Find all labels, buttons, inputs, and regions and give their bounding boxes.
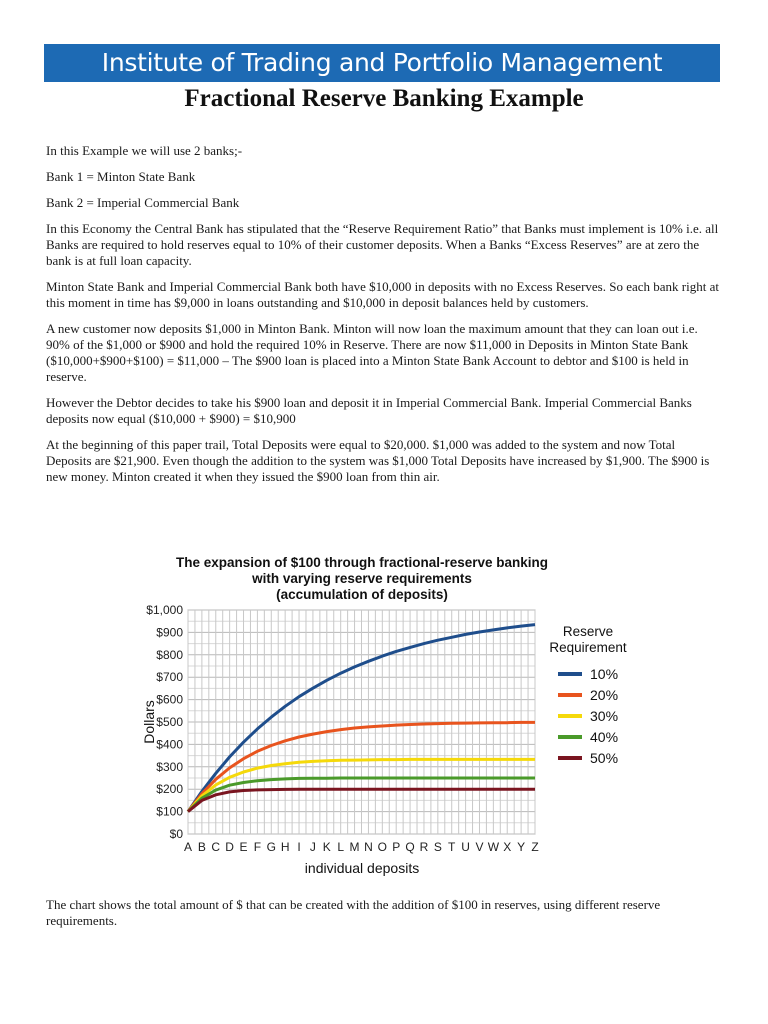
x-tick-label: Y xyxy=(517,840,526,854)
legend-title-line: Reserve xyxy=(562,624,614,639)
body-text xyxy=(46,143,722,495)
legend-label: 10% xyxy=(590,666,619,682)
x-tick-label: Q xyxy=(405,840,415,854)
deposit-expansion-chart xyxy=(130,550,650,890)
legend-title-line: Requirement xyxy=(549,640,627,655)
paragraph-debtor: However the Debtor decides to take his $900 loan and deposit it in Imperial Commercial Bank. Imperial Commercial Banks deposits now equal ($10,000 + $900) = $10,900 xyxy=(46,395,692,426)
x-tick-label: D xyxy=(225,840,234,854)
legend-label: 40% xyxy=(590,729,619,745)
paragraph-paper-trail: At the beginning of this paper trail, Total Deposits were equal to $20,000. $1,000 was added to the system and now Total Deposits are $21,900. Even though the addition to the system was $1,000 Total Deposits have increased by $1,900. The $900 is new money. Minton created it when they issued the $900 loan from thin air. xyxy=(46,437,710,484)
x-tick-label: U xyxy=(461,840,470,854)
chart-caption: The chart shows the total amount of $ that can be created with the addition of $100 in reserves, using different reserve requirements. xyxy=(46,897,661,928)
y-tick-label: $600 xyxy=(156,692,183,707)
institute-banner: Institute of Trading and Portfolio Management xyxy=(44,44,720,82)
legend-label: 50% xyxy=(590,750,619,766)
x-tick-label: F xyxy=(253,840,262,854)
x-tick-label: L xyxy=(337,840,345,854)
chart-title-line: The expansion of $100 through fractional-reserve banking xyxy=(175,555,549,570)
x-tick-label: J xyxy=(309,840,316,854)
y-tick-label: $100 xyxy=(156,804,183,819)
x-tick-label: Z xyxy=(531,840,539,854)
y-tick-label: $1,000 xyxy=(146,603,183,617)
x-tick-label: A xyxy=(183,840,193,854)
paragraph-bank-2: Bank 2 = Imperial Commercial Bank xyxy=(46,195,240,210)
paragraph-reserve-ratio: In this Economy the Central Bank has stipulated that the “Reserve Requirement Ratio” that Banks must implement is 10% i.e. all Banks are required to hold reserves equal to 10% of their customer deposits. When a Banks “Excess Reserves” are at zero the bank is at full loan capacity. xyxy=(46,221,719,268)
x-axis-label: individual deposits xyxy=(304,860,420,876)
y-tick-label: $200 xyxy=(156,782,183,797)
legend-label: 30% xyxy=(590,708,619,724)
x-tick-label: H xyxy=(280,840,290,854)
x-tick-label: I xyxy=(297,840,301,854)
paragraph-intro: In this Example we will use 2 banks;- xyxy=(46,143,243,158)
y-tick-label: $900 xyxy=(156,625,183,640)
x-tick-label: R xyxy=(419,840,429,854)
x-tick-label: W xyxy=(487,840,500,854)
paragraph-bank-1: Bank 1 = Minton State Bank xyxy=(46,169,196,184)
legend-label: 20% xyxy=(590,687,619,703)
x-tick-label: T xyxy=(448,840,456,854)
x-tick-label: S xyxy=(433,840,442,854)
x-tick-label: O xyxy=(377,840,387,854)
y-tick-label: $0 xyxy=(169,827,183,841)
x-tick-label: G xyxy=(266,840,276,854)
x-tick-label: M xyxy=(349,840,360,854)
y-tick-label: $400 xyxy=(156,737,183,752)
y-tick-label: $800 xyxy=(156,647,183,662)
document-title: Fractional Reserve Banking Example xyxy=(184,85,584,112)
paragraph-deposits: Minton State Bank and Imperial Commercial Bank both have $10,000 in deposits with no Excess Reserves. So each bank right at this moment in time has $9,000 in loans outstanding and $10,000 in deposit balances held by customers. xyxy=(46,279,719,310)
x-tick-label: K xyxy=(322,840,331,854)
chart-title-line: with varying reserve requirements xyxy=(252,571,472,586)
x-tick-label: P xyxy=(392,840,401,854)
y-tick-label: $700 xyxy=(156,670,183,685)
paragraph-new-customer: A new customer now deposits $1,000 in Minton Bank. Minton will now loan the maximum amount that they can loan out i.e. 90% of the $1,000 or $900 and hold the required 10% in Reserve. There are now $11,000 in Deposits in Minton State Bank ($10,000+$900+$100) = $11,000 – The $900 loan is placed into a Minton State Bank Account to debtor and $100 is held in reserve. xyxy=(46,321,698,384)
x-tick-label: E xyxy=(239,840,248,854)
x-tick-label: V xyxy=(475,840,484,854)
y-axis-label: Dollars xyxy=(141,700,157,744)
y-tick-label: $500 xyxy=(156,715,183,729)
chart-container xyxy=(130,550,650,890)
x-tick-label: X xyxy=(503,840,512,854)
chart-title-line: (accumulation of deposits) xyxy=(276,587,448,602)
y-tick-label: $300 xyxy=(156,759,183,774)
x-tick-label: C xyxy=(211,840,221,854)
x-tick-label: N xyxy=(364,840,373,854)
x-tick-label: B xyxy=(197,840,206,854)
